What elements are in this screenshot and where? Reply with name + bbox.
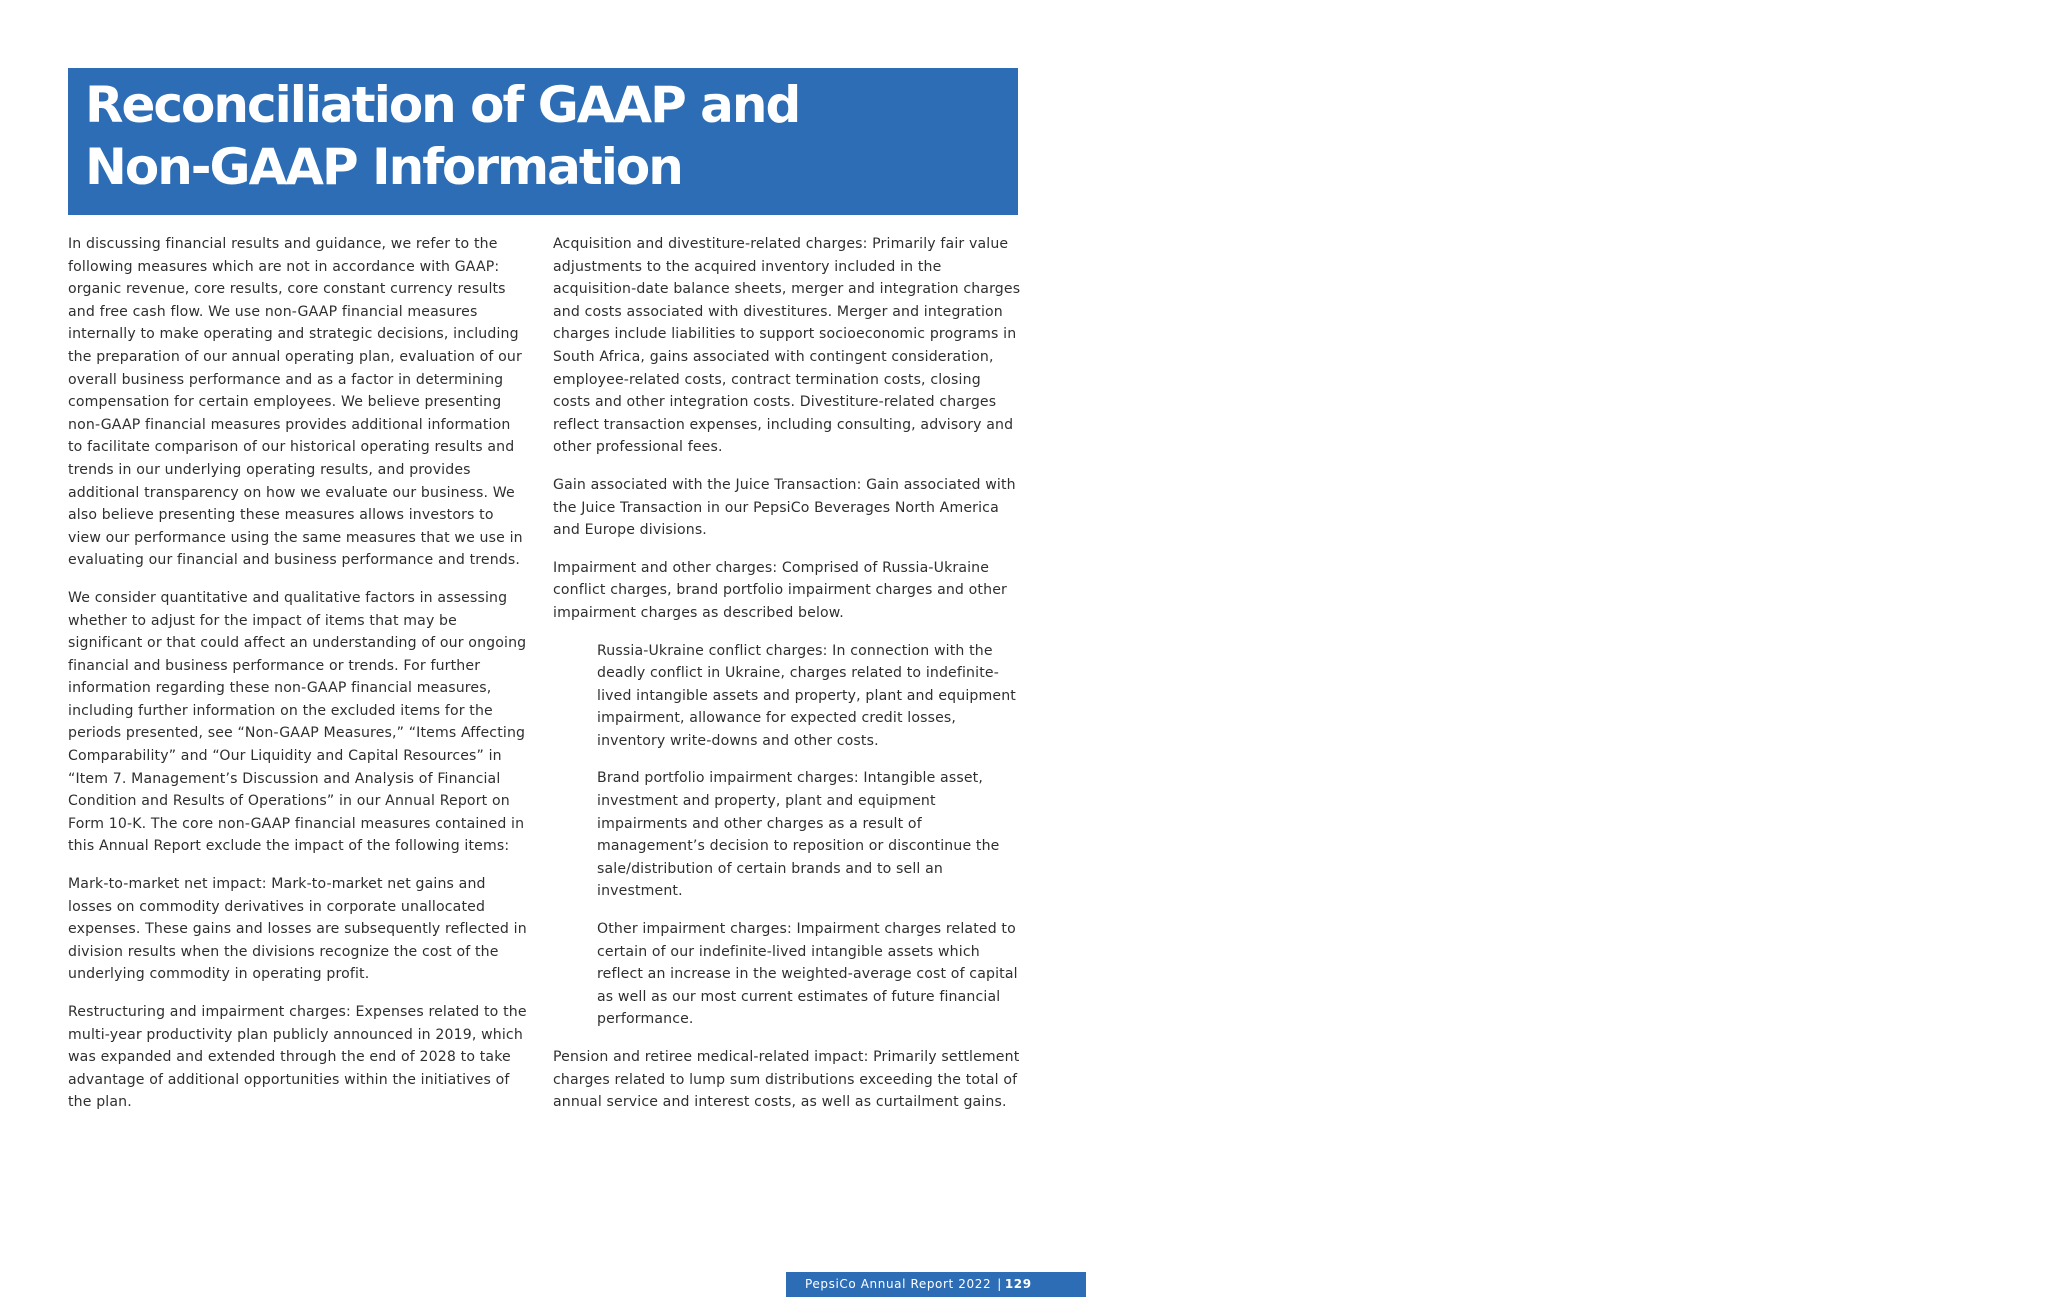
- title-banner: [68, 68, 1018, 215]
- page-title-line-2: Non-GAAP Information: [85, 138, 682, 196]
- page-title: [85, 74, 1018, 198]
- acquisition-paragraph: Acquisition and divestiture-related charges: Primarily fair value adjustments to the acquired inventory included in the acquisition-date balance sheets, merger and integration charges and costs associated with divestitures. Merger and integration charges include liabilities to support socioeconomic programs in South Africa, gains associated with contingent consideration, employee-related costs, contract termination costs, closing costs and other integration costs. Divestiture-related charges reflect transaction expenses, including consulting, advisory and other professional fees.: [553, 236, 1021, 456]
- impairment-paragraph: Impairment and other charges: Comprised of Russia-Ukraine conflict charges, brand portfolio impairment charges and other impairment charges as described below.: [553, 559, 1007, 621]
- brand-portfolio-paragraph: Brand portfolio impairment charges: Intangible asset, investment and property, plant and equipment impairments and other charges as a result of management’s decision to reposition or discontinue the sale/distribution of certain brands and to sell an investment.: [597, 770, 1000, 900]
- page-number: 129: [1004, 1277, 1032, 1291]
- restructuring-paragraph: Restructuring and impairment charges: Expenses related to the multi-year productivity plan publicly announced in 2019, which was expanded and extended through the end of 2028 to take advantage of additional opportunities within the initiatives of the plan.: [68, 1004, 527, 1111]
- juice-transaction-paragraph: Gain associated with the Juice Transaction: Gain associated with the Juice Transaction in our PepsiCo Beverages North America and Europe divisions.: [553, 476, 1016, 539]
- adjustment-factors-paragraph: We consider quantitative and qualitative factors in assessing whether to adjust for the impact of items that may be significant or that could affect an understanding of our ongoing financial and business performance or trends. For further information regarding these non-GAAP financial measures, including further information on the excluded items for the periods presented, see “Non-GAAP Measures,” “Items Affecting Comparability” and “Our Liquidity and Capital Resources” in “Item 7. Management’s Discussion and Analysis of Financial Condition and Results of Operations” in our Annual Report on Form 10-K. The core non-GAAP financial measures contained in this Annual Report exclude the impact of the following items:: [68, 589, 527, 855]
- pension-paragraph: Pension and retiree medical-related impact: Primarily settlement charges related to lump sum distributions exceeding the total of annual service and interest costs, as well as curtailment gains.: [553, 1049, 1020, 1111]
- right-column: [553, 233, 1021, 1129]
- footer-separator: |: [997, 1277, 1002, 1291]
- mark-to-market-paragraph: Mark-to-market net impact: Mark-to-market net gains and losses on commodity derivatives in corporate unallocated expenses. These gains and losses are subsequently reflected in division results when the divisions recognize the cost of the underlying commodity in operating profit.: [68, 876, 527, 983]
- page-footer: [786, 1272, 1086, 1297]
- intro-paragraph: In discussing financial results and guidance, we refer to the following measures which are not in accordance with GAAP: organic revenue, core results, core constant currency results and free cash flow. We use non-GAAP financial measures internally to make operating and strategic decisions, including the preparation of our annual operating plan, evaluation of our overall business performance and as a factor in determining compensation for certain employees. We believe presenting non-GAAP financial measures provides additional information to facilitate comparison of our historical operating results and trends in our underlying operating results, and provides additional transparency on how we evaluate our business. We also believe presenting these measures allows investors to view our performance using the same measures that we use in evaluating our financial and business performance and trends.: [68, 236, 523, 569]
- left-column: [68, 233, 528, 1129]
- page-title-line-1: Reconciliation of GAAP and: [85, 76, 800, 134]
- other-impairment-paragraph: Other impairment charges: Impairment charges related to certain of our indefinite-lived intangible assets which reflect an increase in the weighted-average cost of capital as well as our most current estimates of future financial performance.: [597, 921, 1018, 1028]
- footer-report-name: PepsiCo Annual Report 2022: [805, 1277, 992, 1291]
- russia-ukraine-paragraph: Russia-Ukraine conflict charges: In connection with the deadly conflict in Ukraine, charges related to indefinite-lived intangible assets and property, plant and equipment impairment, allowance for expected credit losses, inventory write-downs and other costs.: [597, 642, 1016, 749]
